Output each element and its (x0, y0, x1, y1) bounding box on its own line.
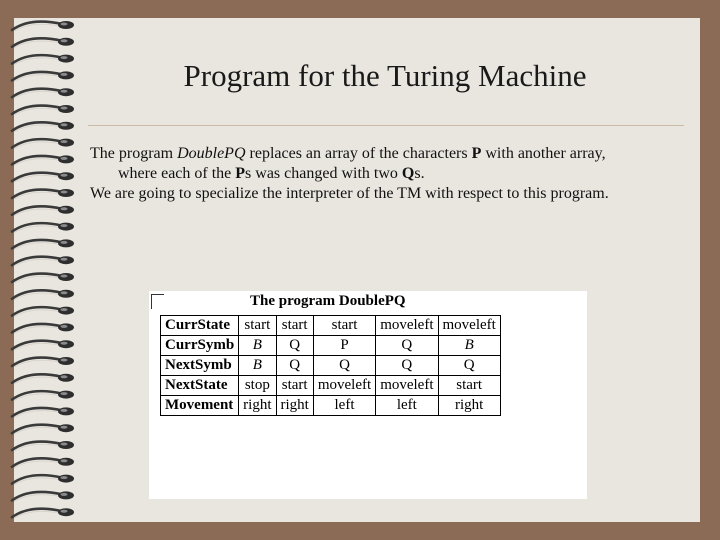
text-run: s was changed with two (245, 165, 402, 182)
text-run: with another array, (481, 145, 606, 162)
spiral-ring-icon (12, 172, 74, 182)
slide-body (90, 144, 690, 204)
table-cell: Q (376, 356, 438, 376)
table-cell: start (239, 316, 276, 336)
spiral-ring-icon (12, 458, 74, 468)
spiral-ring-icon (12, 189, 74, 199)
table-cell: Q (276, 336, 313, 356)
text-run: The program (90, 145, 178, 162)
symbol-p: P (235, 165, 246, 182)
table-row (161, 376, 501, 396)
spiral-ring-icon (12, 307, 74, 317)
table-cell: Q (313, 356, 375, 376)
table-cell: Q (276, 356, 313, 376)
figure-corner-mark (151, 294, 164, 309)
table-cell: moveleft (313, 376, 375, 396)
table-cell: P (313, 336, 375, 356)
table-cell: left (313, 396, 375, 416)
spiral-ring-icon (12, 55, 74, 65)
spiral-ring-icon (12, 88, 74, 98)
paragraph-intent: We are going to specialize the interpreter of the TM with respect to this program. (90, 185, 609, 202)
row-header: CurrState (161, 316, 239, 336)
spiral-ring-icon (12, 71, 74, 81)
table-row (161, 316, 501, 336)
row-header: CurrSymb (161, 336, 239, 356)
spiral-ring-icon (12, 105, 74, 115)
spiral-ring-icon (12, 256, 74, 266)
spiral-ring-icon (12, 206, 74, 216)
text-run: replaces an array of the characters (245, 145, 472, 162)
table-cell: moveleft (376, 316, 438, 336)
table-row (161, 396, 501, 416)
table-cell: moveleft (376, 376, 438, 396)
spiral-ring-icon (12, 475, 74, 485)
spiral-ring-icon (12, 223, 74, 233)
spiral-ring-icon (12, 122, 74, 132)
spiral-binding-icon (0, 16, 90, 526)
row-header: NextSymb (161, 356, 239, 376)
paragraph-description (90, 144, 690, 164)
table-cell: B (239, 336, 276, 356)
page-title: Program for the Turing Machine (183, 58, 587, 93)
spiral-ring-icon (12, 38, 74, 48)
spiral-ring-icon (12, 239, 74, 249)
spiral-ring-icon (12, 323, 74, 333)
spiral-ring-icon (12, 424, 74, 434)
symbol-p: P (471, 145, 482, 162)
spiral-ring-icon (12, 508, 74, 518)
table-cell: B (239, 356, 276, 376)
symbol-q: Q (401, 165, 415, 182)
table-row (161, 356, 501, 376)
text-run: where each of the (118, 165, 236, 182)
table-cell: right (276, 396, 313, 416)
table-cell: right (438, 396, 500, 416)
spiral-ring-icon (12, 340, 74, 350)
table-cell: stop (239, 376, 276, 396)
table-cell: moveleft (438, 316, 500, 336)
row-header: NextState (161, 376, 239, 396)
spiral-ring-icon (12, 155, 74, 165)
table-cell: start (438, 376, 500, 396)
table-cell: left (376, 396, 438, 416)
spiral-ring-icon (12, 357, 74, 367)
spiral-ring-icon (12, 139, 74, 149)
spiral-ring-icon (12, 441, 74, 451)
program-table (160, 315, 501, 416)
spiral-ring-icon (12, 290, 74, 300)
spiral-ring-icon (12, 374, 74, 384)
spiral-ring-icon (12, 21, 74, 31)
table-cell: start (276, 376, 313, 396)
figure-title: The program DoublePQ (250, 293, 406, 309)
table-cell: start (276, 316, 313, 336)
program-name: DoublePQ (177, 145, 246, 162)
table-row (161, 336, 501, 356)
row-header: Movement (161, 396, 239, 416)
table-cell: right (239, 396, 276, 416)
table-cell: B (438, 336, 500, 356)
table-cell: Q (438, 356, 500, 376)
spiral-ring-icon (12, 273, 74, 283)
spiral-ring-icon (12, 491, 74, 501)
spiral-ring-icon (12, 391, 74, 401)
title-divider (88, 125, 684, 126)
text-run: s. (414, 165, 425, 182)
paragraph-description-cont (90, 164, 690, 184)
table-cell: start (313, 316, 375, 336)
spiral-ring-icon (12, 407, 74, 417)
table-cell: Q (376, 336, 438, 356)
